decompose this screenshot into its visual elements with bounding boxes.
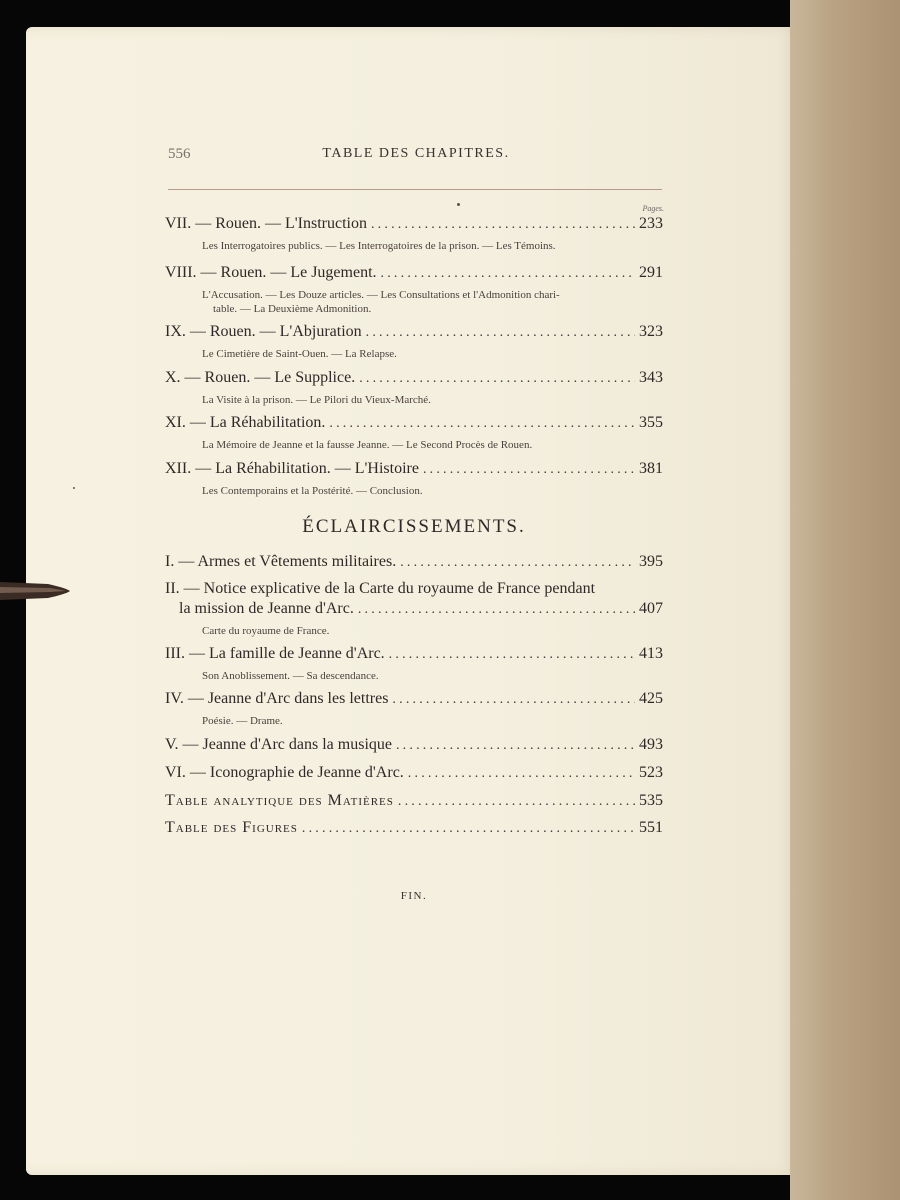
entry-page: 343	[639, 369, 663, 386]
entry-summary: Les Interrogatoires publics. — Les Interrogatoires de la prison. — Les Témoins.	[202, 240, 556, 252]
toc-ecl-iii	[165, 644, 663, 683]
leader-dots	[359, 369, 635, 389]
toc-chapter-xii	[165, 459, 663, 498]
leader-dots	[396, 736, 635, 756]
leader-dots	[329, 414, 635, 434]
entry-title: Table des Figures	[165, 819, 298, 836]
leader-dots	[389, 645, 635, 665]
toc-chapter-ix	[165, 322, 663, 361]
entry-title: Table analytique des Matières	[165, 792, 394, 809]
entry-page: 425	[639, 690, 663, 707]
toc-chapter-x	[165, 368, 663, 407]
entry-title: XII. — La Réhabilitation. — L'Histoire	[165, 460, 419, 477]
entry-summary: Carte du royaume de France.	[202, 625, 330, 637]
entry-summary: Son Anoblissement. — Sa descendance.	[202, 670, 379, 682]
entry-page: 381	[639, 460, 663, 477]
entry-title: X. — Rouen. — Le Supplice.	[165, 369, 356, 386]
leader-dots	[392, 690, 635, 710]
running-header	[168, 146, 664, 166]
toc-chapter-viii	[165, 263, 663, 316]
section-title: ÉCLAIRCISSEMENTS.	[302, 516, 526, 537]
leader-dots	[408, 764, 635, 784]
entry-page: 535	[639, 792, 663, 809]
leader-dots	[302, 819, 635, 839]
end-mark: FIN.	[400, 890, 428, 902]
entry-summary: Le Cimetière de Saint-Ouen. — La Relapse.	[202, 348, 397, 360]
toc-chapter-vii	[165, 214, 663, 253]
entry-page: 233	[639, 215, 663, 232]
entry-page: 523	[639, 764, 663, 781]
leader-dots	[398, 792, 635, 812]
entry-title: la mission de Jeanne d'Arc.	[179, 600, 354, 617]
entry-title: V. — Jeanne d'Arc dans la musique	[165, 736, 392, 753]
entry-page: 355	[639, 414, 663, 431]
entry-page: 551	[639, 819, 663, 836]
leader-dots	[423, 460, 635, 480]
page-edge	[790, 0, 900, 1200]
entry-page: 493	[639, 736, 663, 753]
entry-title: VII. — Rouen. — L'Instruction	[165, 215, 367, 232]
entry-summary: La Mémoire de Jeanne et la fausse Jeanne. — Le Second Procès de Rouen.	[202, 439, 533, 451]
entry-page: 291	[639, 264, 663, 281]
entry-summary: Poésie. — Drame.	[202, 715, 283, 727]
leader-dots	[366, 323, 635, 343]
entry-title: VIII. — Rouen. — Le Jugement.	[165, 264, 377, 281]
toc-table-analytique	[165, 791, 663, 812]
page-number: 556	[168, 146, 191, 162]
toc-chapter-xi	[165, 413, 663, 452]
toc-ecl-ii	[165, 579, 663, 638]
toc-ecl-v	[165, 735, 663, 756]
entry-title: I. — Armes et Vêtements militaires.	[165, 553, 397, 570]
bookmark-pointer	[0, 578, 70, 604]
entry-summary: La Visite à la prison. — Le Pilori du Vieux-Marché.	[202, 394, 431, 406]
entry-title: IX. — Rouen. — L'Abjuration	[165, 323, 362, 340]
entry-page: 323	[639, 323, 663, 340]
toc-ecl-vi	[165, 763, 663, 784]
entry-title: XI. — La Réhabilitation.	[165, 414, 326, 431]
entry-summary: Les Contemporains et la Postérité. — Conclusion.	[202, 485, 423, 497]
ink-speck	[457, 203, 460, 206]
entry-page: 395	[639, 553, 663, 570]
leader-dots	[381, 264, 635, 284]
entry-page: 413	[639, 645, 663, 662]
entry-title: IV. — Jeanne d'Arc dans les lettres	[165, 690, 389, 707]
entry-title: VI. — Iconographie de Jeanne d'Arc.	[165, 764, 404, 781]
entry-page: 407	[639, 600, 663, 617]
pages-column-label: Pages.	[642, 204, 664, 213]
page-title: TABLE DES CHAPITRES.	[322, 146, 510, 161]
header-rule	[168, 189, 662, 190]
toc-ecl-i	[165, 552, 663, 573]
ink-speck	[73, 487, 75, 489]
leader-dots	[400, 553, 635, 573]
toc-table-figures	[165, 818, 663, 839]
leader-dots	[358, 600, 635, 620]
leader-dots	[371, 215, 635, 235]
entry-title-line1: II. — Notice explicative de la Carte du royaume de France pendant	[165, 580, 596, 597]
entry-summary-cont: table. — La Deuxième Admonition.	[213, 303, 372, 315]
entry-title: III. — La famille de Jeanne d'Arc.	[165, 645, 385, 662]
toc-ecl-iv	[165, 689, 663, 728]
entry-summary: L'Accusation. — Les Douze articles. — Les Consultations et l'Admonition chari-	[202, 289, 560, 301]
